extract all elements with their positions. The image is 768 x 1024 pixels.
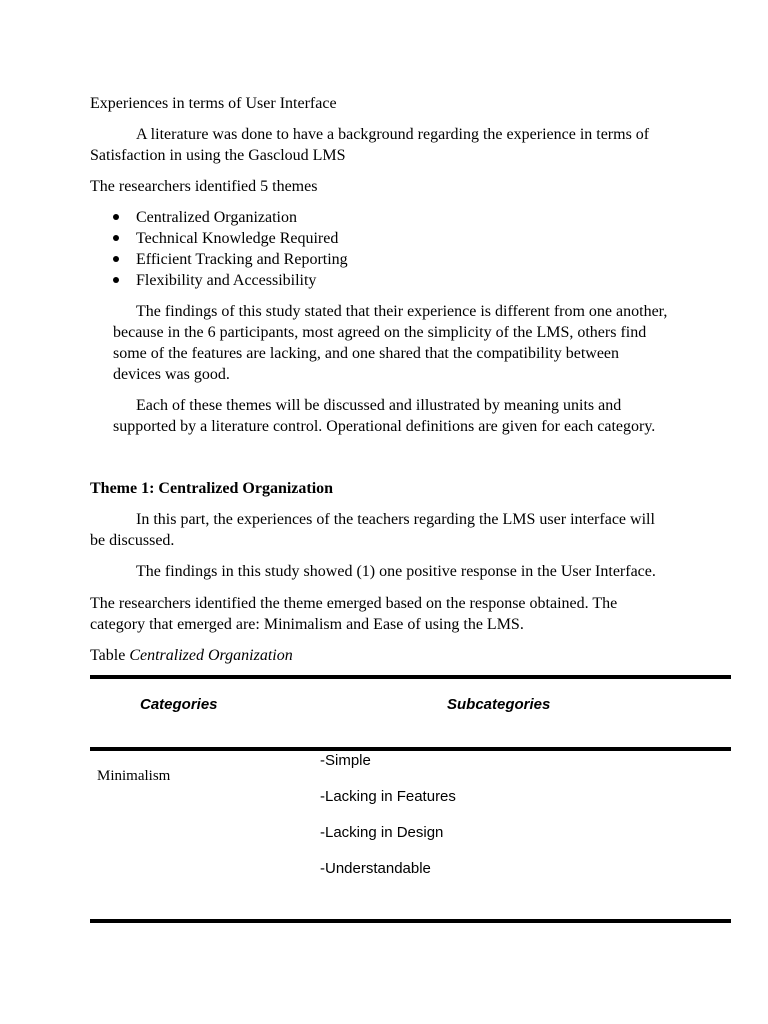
themes-list-item-label: Efficient Tracking and Reporting	[136, 251, 348, 268]
bullet-icon	[113, 256, 119, 262]
table-cell-subcategory: -Lacking in Features	[320, 788, 456, 805]
table-top-rule	[90, 675, 731, 679]
table-cell-subcategory: -Lacking in Design	[320, 824, 444, 841]
theme-1-paragraph-2: The findings in this study showed (1) one positive response in the User Interface.	[136, 563, 656, 580]
table-bottom-rule	[90, 919, 731, 923]
findings-paragraph-line-2: because in the 6 participants, most agreed on the simplicity of the LMS, others find	[113, 324, 647, 341]
table-cell-category: Minimalism	[97, 768, 171, 784]
table-cell-subcategory: -Simple	[320, 752, 371, 769]
table-caption-title: Centralized Organization	[129, 647, 293, 664]
findings-paragraph-line-4: devices was good.	[113, 366, 230, 383]
intro-paragraph-line-1: A literature was done to have a background regarding the experience in terms of	[136, 126, 650, 143]
themes-list-item-label: Flexibility and Accessibility	[136, 272, 317, 289]
themes-list-item-label: Centralized Organization	[136, 209, 297, 226]
table-cell-subcategory: -Understandable	[320, 860, 431, 877]
theme-1-paragraph-1-line-1: In this part, the experiences of the teachers regarding the LMS user interface will	[136, 511, 655, 528]
themes-intro: The researchers identified 5 themes	[90, 178, 318, 195]
theme-1-paragraph-3-line-1: The researchers identified the theme emerged based on the response obtained. The	[90, 595, 618, 612]
theme-1-paragraph-1-line-2: be discussed.	[90, 532, 175, 549]
findings-paragraph-line-1: The findings of this study stated that their experience is different from one another,	[136, 303, 668, 320]
themes-list-item-label: Technical Knowledge Required	[136, 230, 339, 247]
bullet-icon	[113, 214, 119, 220]
theme-1-paragraph-3-line-2: category that emerged are: Minimalism and Ease of using the LMS.	[90, 616, 524, 633]
table-header-subcategories: Subcategories	[447, 696, 551, 713]
theme-1-title: Theme 1: Centralized Organization	[90, 480, 334, 497]
section-heading: Experiences in terms of User Interface	[90, 95, 337, 112]
bullet-icon	[113, 235, 119, 241]
intro-paragraph-line-2: Satisfaction in using the Gascloud LMS	[90, 147, 346, 164]
bullet-icon	[113, 277, 119, 283]
findings-paragraph-line-3: some of the features are lacking, and one shared that the compatibility between	[113, 345, 620, 362]
table-caption	[90, 645, 293, 666]
table-header-rule	[90, 747, 731, 751]
table-header-categories: Categories	[140, 696, 218, 713]
discussion-paragraph-line-1: Each of these themes will be discussed and illustrated by meaning units and	[136, 397, 622, 414]
table-caption-prefix: Table	[90, 647, 126, 664]
discussion-paragraph-line-2: supported by a literature control. Operational definitions are given for each category.	[113, 418, 656, 435]
